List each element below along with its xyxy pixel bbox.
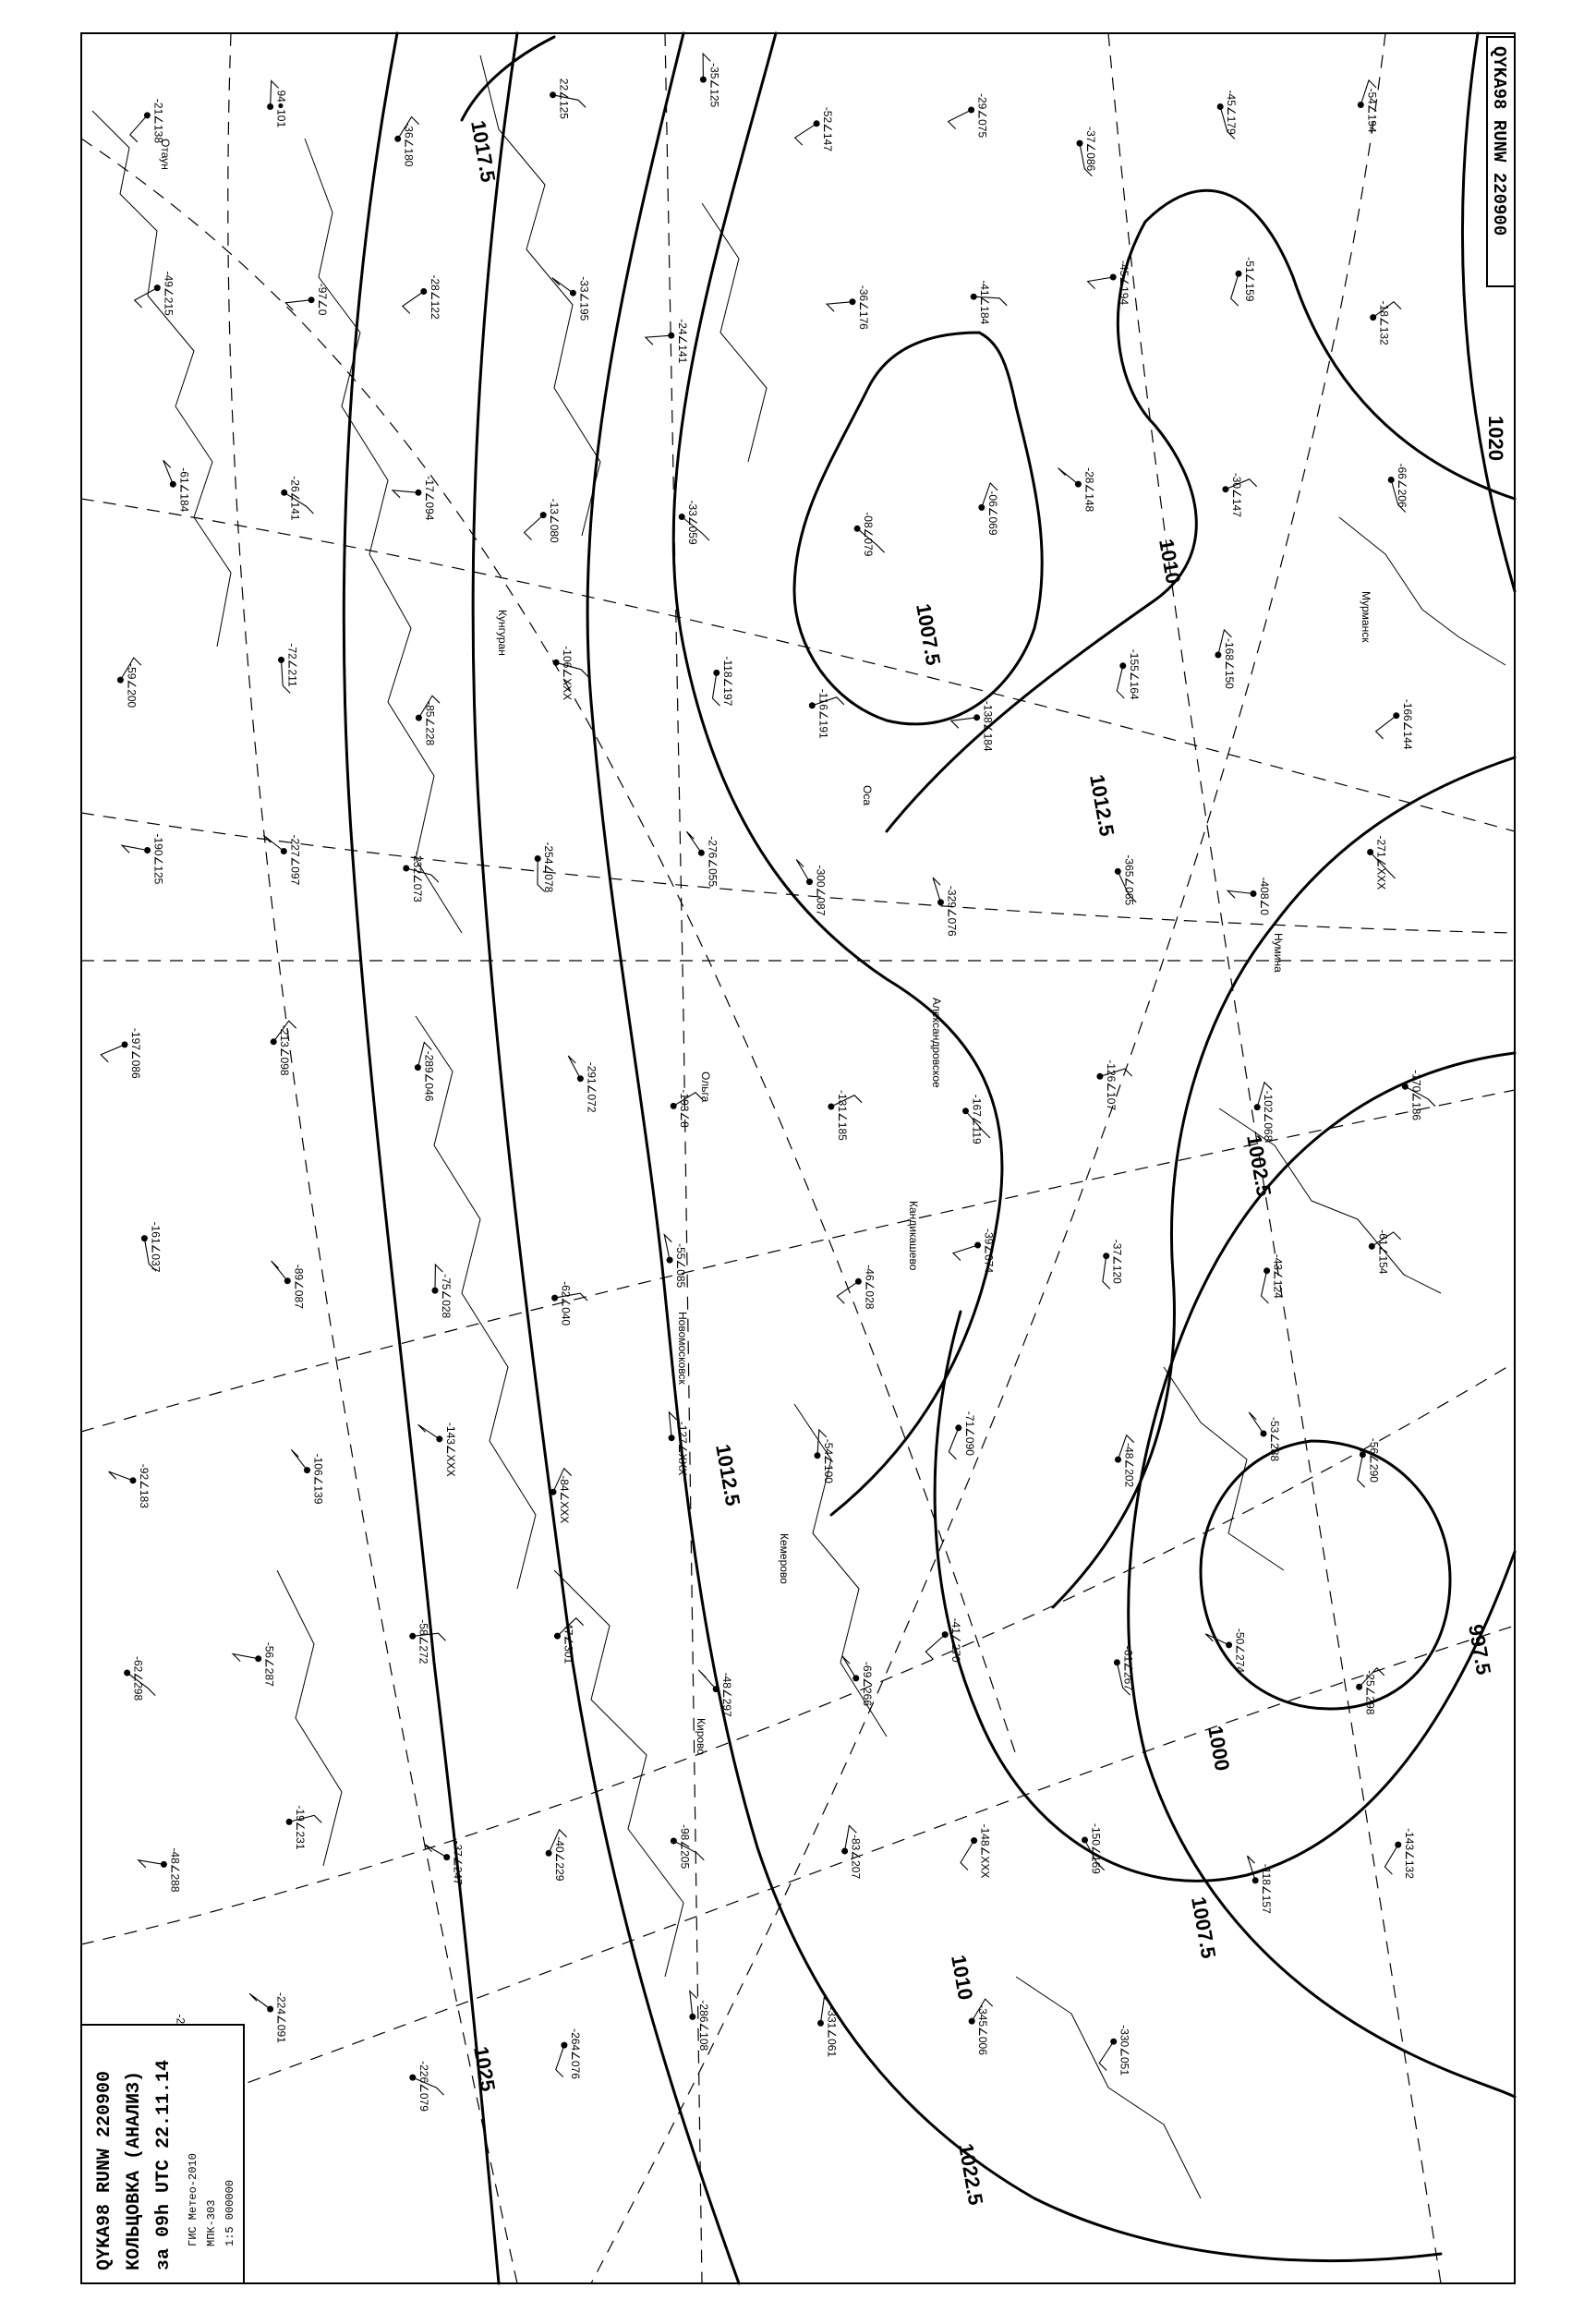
station-plot	[827, 285, 870, 330]
station-data: -43∠124	[1271, 1253, 1285, 1299]
station-plot	[671, 1824, 704, 1869]
station-data: -18∠132	[1377, 300, 1391, 345]
station-plot	[1369, 1229, 1401, 1274]
station-plot	[933, 878, 958, 937]
station-data: -329∠076	[945, 885, 959, 937]
station-plot	[1358, 80, 1379, 133]
wind-barb	[646, 335, 671, 345]
station-plot	[828, 1090, 862, 1141]
wind-barb	[1231, 273, 1239, 306]
station-data: -66∠206	[1396, 463, 1409, 508]
station-data: -56∠287	[262, 1641, 276, 1687]
station-data: -45∠194	[1118, 260, 1131, 306]
station-plot	[817, 1998, 839, 2058]
wind-barb	[568, 1056, 580, 1079]
station-plot	[1388, 464, 1409, 513]
station-data: -62∠298	[131, 1656, 145, 1701]
station-plot	[556, 2028, 582, 2079]
station-plot	[553, 646, 589, 700]
station-plot	[109, 1464, 151, 1508]
wind-barb	[163, 460, 174, 484]
station-plot	[425, 1841, 465, 1885]
station-plot	[550, 79, 586, 119]
station-data: -37∠086	[1084, 127, 1097, 172]
station-data: -127∠XXX	[676, 1421, 690, 1476]
station-plot	[841, 1825, 863, 1879]
isobar-label: 1010	[947, 1953, 978, 2003]
wind-barb	[953, 1245, 978, 1261]
station-data: -36∠176	[857, 284, 870, 330]
station-plot	[700, 54, 721, 107]
station-data: -126∠107	[1104, 1059, 1118, 1111]
station-plot	[525, 499, 562, 543]
wind-barb	[686, 831, 701, 853]
station-name: Александровское	[930, 998, 943, 1088]
station-plot	[291, 1449, 324, 1504]
station-data: -62∠040	[559, 1281, 573, 1326]
wind-barb	[139, 1860, 164, 1868]
station-data: -138∠184	[981, 700, 995, 752]
wind-barb	[285, 300, 311, 310]
wind-barb	[951, 718, 977, 729]
station-plot	[409, 2061, 443, 2112]
station-data: 22∠125	[557, 78, 571, 119]
station-plot	[135, 272, 175, 316]
wind-barb	[690, 1991, 697, 2017]
station-plot	[969, 1999, 993, 2055]
station-data: -85∠228	[423, 701, 437, 746]
isobars	[344, 33, 1515, 2283]
station-data: -59∠200	[125, 663, 139, 708]
station-data: -13∠080	[548, 498, 562, 543]
station-data: -143∠132	[1402, 1828, 1416, 1879]
station-data: -33∠059	[686, 500, 700, 545]
wind-barb	[122, 845, 148, 853]
wind-barb	[1262, 1271, 1269, 1303]
station-data: -345∠006	[976, 2004, 990, 2055]
station-data: -365∠065	[1122, 854, 1136, 906]
isobar-label: 1000	[1203, 1724, 1235, 1773]
station-plot	[962, 1095, 990, 1144]
station-data: -106∠XXX	[561, 646, 574, 701]
station-name: Мурманск	[1360, 591, 1372, 643]
station-plot	[568, 1056, 598, 1113]
station-data: -28∠148	[1082, 467, 1096, 513]
station-data: -29∠075	[975, 93, 989, 139]
station-data: -41∠270	[949, 1617, 963, 1663]
station-plot	[1384, 1828, 1415, 1879]
station-plot	[1367, 836, 1396, 890]
station-data: -143∠XXX	[443, 1422, 457, 1477]
wind-barb	[796, 860, 809, 882]
station-data: -48∠288	[168, 1847, 182, 1893]
station-data: -58∠272	[417, 1619, 430, 1664]
station-data: -35∠125	[707, 63, 721, 108]
station-plot	[403, 275, 441, 320]
station-plot	[713, 656, 734, 706]
station-plot	[854, 512, 885, 556]
station-name: Ольга	[699, 1071, 712, 1103]
station-plot	[1248, 1856, 1274, 1914]
station-data: -45∠179	[1225, 90, 1239, 135]
station-data: -193∠8	[678, 1089, 692, 1128]
station-data: -89∠087	[292, 1264, 306, 1309]
wind-barb	[1248, 1856, 1256, 1881]
station-plot	[949, 1411, 975, 1459]
station-data: 94●101	[274, 90, 288, 128]
station-plot	[1077, 127, 1098, 176]
isobar-labels	[466, 119, 1507, 2208]
station-data: -83∠207	[849, 1834, 863, 1880]
station-data: -54∠100	[822, 1438, 835, 1483]
wind-barb	[1358, 1455, 1365, 1487]
wind-barb	[1058, 468, 1079, 485]
wind-barb	[1376, 716, 1396, 739]
station-plot	[546, 1830, 567, 1882]
wind-barb	[135, 288, 158, 308]
station-plot	[139, 1847, 182, 1892]
title-scale: 1:5 000000	[224, 2179, 236, 2246]
wind-barb	[249, 1993, 271, 2009]
station-plot	[1358, 1438, 1381, 1487]
station-data: -161∠037	[149, 1221, 163, 1273]
station-data: -224∠091	[274, 1992, 288, 2043]
station-name: Кемерово	[778, 1533, 791, 1584]
station-data: -72∠211	[285, 643, 299, 687]
station-data: -264∠076	[568, 2028, 582, 2079]
station-plot	[961, 1824, 992, 1879]
station-plot	[418, 1422, 457, 1477]
station-data: -30∠147	[1229, 472, 1243, 517]
station-data: -92∠183	[138, 1463, 151, 1508]
station-data: -331∠061	[825, 2006, 839, 2058]
wind-barb	[1249, 1412, 1264, 1434]
station-data: -33∠195	[577, 276, 591, 321]
station-plot	[671, 1089, 703, 1128]
isobar-label: 1022.5	[954, 2141, 988, 2208]
station-plot	[1115, 1435, 1136, 1488]
station-data: -197∠086	[129, 1027, 142, 1079]
station-name: Оса	[861, 785, 874, 806]
station-plot	[925, 1618, 962, 1663]
wind-barb	[393, 490, 418, 498]
wind-barb	[525, 515, 544, 540]
isobar-label: 1012.5	[1085, 772, 1119, 839]
station-data: -06∠069	[985, 490, 999, 536]
station-plot	[272, 1261, 306, 1309]
station-plot	[837, 1265, 876, 1309]
station-data: -40∠229	[553, 1836, 567, 1882]
station-plot	[1254, 1083, 1276, 1142]
station-data: -53∠288	[1268, 1417, 1281, 1462]
station-plot	[1215, 630, 1236, 689]
station-plot	[686, 831, 719, 887]
station-plot	[669, 1412, 690, 1476]
station-plot	[1370, 301, 1401, 345]
station-plot	[267, 81, 288, 128]
station-data: -61∠184	[177, 467, 191, 513]
station-plot	[1103, 1240, 1124, 1289]
station-plot	[130, 99, 165, 143]
station-data: -47∠301	[562, 1619, 575, 1664]
station-plot	[393, 476, 436, 520]
station-data: -36∠180	[402, 122, 416, 167]
station-data: -39∠074	[982, 1229, 996, 1274]
station-data: -51∠159	[1243, 257, 1256, 302]
station-data: -131∠185	[835, 1090, 849, 1141]
station-plot	[1088, 260, 1131, 305]
station-plot	[416, 696, 440, 745]
station-plot	[795, 107, 834, 151]
station-data: -190∠125	[151, 833, 165, 885]
station-plot	[1356, 1668, 1384, 1715]
wind-barb	[1099, 2041, 1114, 2070]
wind-barb	[669, 1412, 676, 1438]
station-data: -75∠028	[440, 1274, 453, 1319]
station-data: -56∠290	[1367, 1437, 1381, 1483]
station-plot	[101, 1028, 142, 1079]
isobar-label: 1020	[1484, 416, 1507, 461]
station-plot	[249, 1992, 288, 2043]
wind-barb	[109, 1471, 133, 1481]
wind-barb	[827, 302, 852, 312]
station-data: -166∠144	[1400, 698, 1414, 750]
station-data: -271∠XXX	[1374, 835, 1388, 890]
wind-barb	[664, 1235, 671, 1260]
isobar-label: 1017.5	[466, 118, 501, 185]
station-data: -24∠141	[675, 319, 689, 364]
station-plot	[679, 501, 709, 545]
station-plot	[141, 1222, 163, 1273]
station-plot	[271, 1021, 296, 1076]
station-plot	[432, 1265, 453, 1318]
station-data: -291∠072	[585, 1061, 598, 1113]
station-plots	[101, 54, 1435, 2112]
station-data: -17∠094	[423, 476, 436, 521]
title-code: QYKA98 RUNW 220900	[94, 2070, 115, 2270]
station-data: -26∠141	[288, 476, 302, 521]
isobar-label: 1010	[1155, 537, 1186, 587]
station-plot	[664, 1235, 687, 1289]
wind-barb	[837, 1281, 858, 1303]
wind-barb	[263, 835, 284, 851]
station-data: -08∠079	[862, 512, 876, 557]
station-data: -61∠267	[1121, 1645, 1135, 1690]
station-plot	[278, 643, 299, 693]
station-data: -286∠108	[696, 2000, 710, 2052]
wind-barb	[403, 292, 424, 314]
header-code: QYKA98 RUNW 220900	[1489, 46, 1509, 236]
station-plot	[233, 1642, 276, 1687]
station-plot	[403, 852, 439, 902]
wind-barb	[961, 1841, 974, 1870]
isobar-label: 1007.5	[912, 601, 946, 668]
station-plot	[842, 1656, 874, 1706]
station-data: -54∠194	[1365, 88, 1379, 133]
station-data: -48∠297	[720, 1672, 734, 1717]
station-plot	[1217, 91, 1239, 139]
station-plot	[1249, 1412, 1281, 1462]
wind-barb	[1227, 890, 1253, 898]
station-plot	[286, 1805, 322, 1849]
wind-barb	[1117, 666, 1124, 698]
station-plot	[163, 460, 191, 512]
station-data: -61∠154	[1376, 1229, 1390, 1275]
station-data: -300∠087	[814, 865, 828, 916]
wind-barb	[272, 1261, 288, 1281]
title-box	[81, 2025, 244, 2283]
station-data: -106∠139	[311, 1453, 325, 1505]
isobar-label: 997.5	[1464, 1622, 1496, 1677]
station-data: -71∠090	[962, 1410, 976, 1456]
station-plot	[1227, 878, 1271, 916]
station-data: -330∠051	[1118, 2025, 1131, 2076]
isobar-label: 1007.5	[1187, 1894, 1221, 1961]
station-data: -102∠068	[1262, 1090, 1276, 1142]
station-data: -19∠231	[294, 1805, 308, 1850]
station-data: -167∠119	[970, 1094, 984, 1144]
station-data: -155∠164	[1127, 648, 1141, 700]
station-plot	[394, 117, 418, 167]
station-plot	[415, 1043, 436, 1102]
wind-barb	[101, 1045, 125, 1062]
station-plot	[1099, 2025, 1131, 2076]
coastlines	[92, 55, 1505, 2198]
wind-barb	[1088, 277, 1114, 289]
station-data: -118∠197	[720, 656, 734, 707]
station-plot	[796, 860, 827, 916]
wind-barb	[425, 1845, 447, 1858]
station-data: -69∠266	[860, 1661, 874, 1707]
station-data: -226∠079	[417, 2061, 430, 2112]
station-data: -28∠122	[428, 274, 441, 320]
station-data: -97∠0	[316, 283, 330, 316]
station-plot	[409, 1619, 445, 1664]
isobar-label: 1025	[469, 2044, 501, 2094]
station-name: Кунгуран	[496, 610, 509, 656]
station-plot	[1376, 699, 1414, 750]
wind-barb	[130, 115, 148, 142]
station-plot	[281, 476, 313, 520]
station-plot	[971, 280, 1008, 324]
station-plot	[1262, 1254, 1285, 1303]
station-plot	[1205, 1628, 1246, 1673]
station-data: -408∠0	[1258, 877, 1271, 915]
station-plot	[535, 842, 556, 893]
title-name: КОЛЬЦОВКА (АНАЛИЗ)	[124, 2070, 145, 2270]
station-plot	[552, 276, 591, 321]
station-plot	[949, 93, 989, 138]
station-data: -52∠147	[821, 106, 835, 151]
station-names	[159, 139, 1372, 1755]
wind-barb	[713, 672, 720, 706]
station-name: Отаун	[159, 139, 172, 170]
station-data: -170∠186	[1409, 1070, 1423, 1121]
station-plot	[117, 658, 141, 708]
wind-barb	[552, 278, 574, 294]
station-plot	[978, 483, 999, 536]
wind-barb	[1103, 1256, 1110, 1289]
station-plot	[809, 689, 844, 739]
wind-barb	[418, 1424, 440, 1439]
station-data: -50∠274	[1233, 1628, 1247, 1674]
wind-barb	[291, 1449, 307, 1470]
title-time: за 09h UTC 22.11.14	[153, 2059, 175, 2270]
isobar-label: 1012.5	[711, 1442, 745, 1508]
station-data: -48∠202	[1122, 1443, 1136, 1488]
wind-barb	[556, 2045, 564, 2077]
station-plot	[1058, 467, 1096, 512]
station-data: -213∠098	[278, 1024, 292, 1076]
station-data: -41∠184	[978, 280, 992, 325]
station-data: -254∠078	[542, 841, 556, 893]
wind-barb	[1384, 1845, 1397, 1874]
station-data: -150∠169	[1089, 1823, 1103, 1874]
station-data: -289∠046	[422, 1050, 436, 1102]
station-plot	[285, 284, 329, 316]
station-data: -116∠191	[816, 688, 830, 739]
title-org: МПК-303	[205, 2199, 218, 2246]
header-code-box	[1487, 37, 1515, 286]
station-data: -37∠120	[1110, 1239, 1124, 1284]
wind-barb	[949, 1428, 958, 1459]
wind-barb	[795, 124, 816, 145]
station-data: -46∠028	[863, 1265, 877, 1310]
station-data: -118∠157	[1260, 1863, 1274, 1914]
station-data: -232∠073	[410, 852, 424, 902]
station-plot	[1114, 1646, 1135, 1695]
station-data: -98∠205	[678, 1824, 692, 1870]
station-plot	[1115, 854, 1136, 905]
station-data: -227∠097	[288, 834, 302, 886]
station-name: Нумина	[1272, 933, 1285, 973]
title-software: ГИС Метео-2010	[187, 2153, 200, 2246]
station-plot	[1402, 1070, 1435, 1120]
station-plot	[1117, 649, 1141, 700]
wind-barb	[933, 878, 940, 902]
station-plot	[689, 1991, 710, 2052]
station-data: -55∠085	[674, 1243, 688, 1289]
station-plot	[953, 1229, 996, 1273]
station-data: -21∠138	[151, 98, 165, 144]
station-plot	[1231, 257, 1256, 306]
wind-barb	[949, 110, 972, 129]
station-plot	[124, 1656, 155, 1701]
station-plot	[1222, 473, 1256, 517]
station-name: Кирово	[695, 1718, 707, 1755]
station-data: -168∠150	[1222, 638, 1236, 689]
station-data: -37∠247	[451, 1840, 465, 1885]
wind-barb	[698, 1670, 716, 1689]
wind-barb	[842, 1656, 856, 1678]
station-plot	[122, 834, 165, 885]
isobar-label: 1002.5	[1242, 1132, 1276, 1199]
station-data: -84∠XXX	[558, 1475, 571, 1524]
station-data: -276∠055	[706, 836, 719, 888]
station-plot	[646, 319, 689, 363]
station-data: -148∠XXX	[978, 1823, 992, 1879]
station-name: Новомосковск	[676, 1312, 689, 1385]
wind-barb	[233, 1654, 259, 1662]
station-data: -49∠215	[162, 271, 175, 316]
station-name: Кандикашево	[907, 1201, 920, 1271]
station-plot	[554, 1618, 584, 1664]
station-data: -25∠298	[1363, 1670, 1377, 1715]
